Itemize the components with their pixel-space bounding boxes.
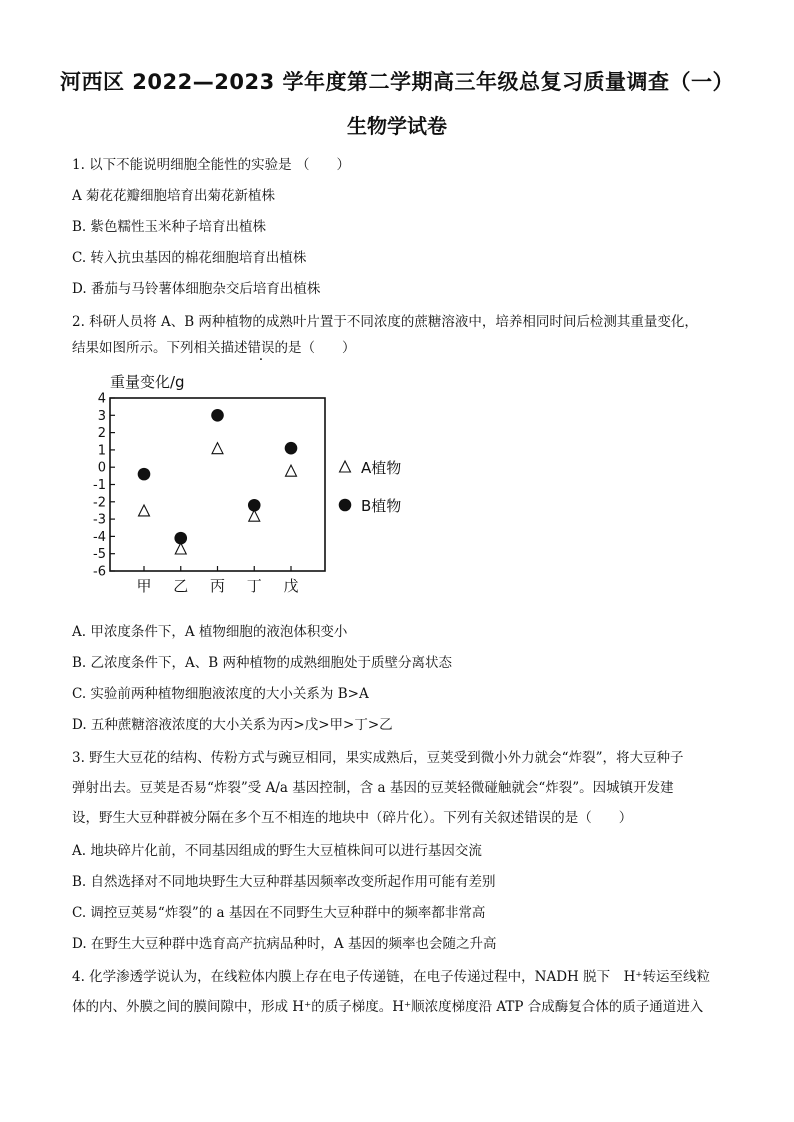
- x-tick-label: 乙: [173, 577, 189, 595]
- point-b-丁: [248, 499, 261, 512]
- q2-stem-line2: [72, 336, 356, 356]
- point-b-戊: [285, 442, 298, 455]
- q3-option-c: C. 调控豆荚易“炸裂”的 a 基因在不同野生大豆种群中的频率都非常高: [72, 905, 486, 921]
- legend-a-label: A植物: [361, 459, 402, 477]
- q1-option-c: C. 转入抗虫基因的棉花细胞培育出植株: [72, 250, 307, 266]
- y-tick-label: 4: [97, 391, 106, 407]
- q2-option-b: B. 乙浓度条件下，A、B 两种植物的成熟细胞处于质壁分离状态: [72, 655, 452, 671]
- point-a-戊: [286, 465, 297, 476]
- q3-stem-line3: 设，野生大豆种群被分隔在多个互不相连的地块中（碎片化）。下列有关叙述错误的是（ ）: [72, 810, 633, 826]
- point-b-丙: [211, 409, 224, 422]
- q2-option-a: A. 甲浓度条件下，A 植物细胞的液泡体积变小: [72, 624, 348, 640]
- y-tick-label: -2: [93, 495, 106, 511]
- point-a-甲: [139, 505, 150, 516]
- q2-stem-emphasis: 错误: [247, 340, 275, 356]
- point-a-丁: [249, 510, 260, 521]
- weight-change-chart: [80, 366, 440, 596]
- q4-stem-line2: 体的内、外膜之间的膜间隙中，形成 H⁺的质子梯度。H⁺顺浓度梯度沿 ATP 合成酶复合体的质子通道进入: [72, 999, 704, 1015]
- q3-option-b: B. 自然选择对不同地块野生大豆种群基因频率改变所起作用可能有差别: [72, 874, 496, 890]
- chart-ylabel: 重量变化/g: [110, 373, 185, 391]
- q2-stem-line1: 2. 科研人员将 A、B 两种植物的成熟叶片置于不同浓度的蔗糖溶液中，培养相同时间后检测其重量变化，: [72, 314, 698, 330]
- y-tick-label: -6: [93, 564, 106, 580]
- q3-stem-line2: 弹射出去。豆荚是否易“炸裂”受 A/a 基因控制，含 a 基因的豆荚轻微碰触就会“炸裂”。因城镇开发建: [72, 780, 674, 796]
- q1-option-a: A 菊花花瓣细胞培育出菊花新植株: [72, 188, 276, 204]
- q1-stem: 1. 以下不能说明细胞全能性的实验是 （ ）: [72, 157, 350, 173]
- y-tick-label: 3: [97, 408, 106, 424]
- q4-stem-line1: 4. 化学渗透学说认为，在线粒体内膜上存在电子传递链，在电子传递过程中，NADH 脱下 H⁺转运至线粒: [72, 969, 711, 985]
- point-a-乙: [175, 543, 186, 554]
- legend-a-triangle-marker: [340, 461, 351, 472]
- x-tick-label: 丁: [246, 577, 262, 595]
- point-b-乙: [174, 532, 187, 545]
- y-tick-label: -4: [93, 529, 106, 545]
- q2-option-c: C. 实验前两种植物细胞液浓度的大小关系为 B>A: [72, 686, 369, 702]
- y-tick-label: -3: [93, 512, 106, 528]
- x-tick-label: 甲: [136, 577, 152, 595]
- y-tick-label: 1: [97, 443, 106, 459]
- legend-b-circle-marker: [339, 499, 352, 512]
- q2-option-d: D. 五种蔗糖溶液浓度的大小关系为丙>戊>甲>丁>乙: [72, 717, 393, 733]
- chart-plot-frame: [110, 398, 325, 571]
- x-tick-label: 丙: [209, 577, 226, 595]
- legend-b-label: B植物: [361, 497, 402, 515]
- point-a-丙: [212, 443, 223, 454]
- y-tick-label: -1: [93, 478, 106, 493]
- point-b-甲: [138, 468, 151, 481]
- exam-subtitle: 生物学试卷: [347, 114, 447, 138]
- exam-title: 河西区 2022—2023 学年度第二学期高三年级总复习质量调查（一）: [59, 70, 734, 94]
- y-tick-label: -5: [93, 547, 106, 563]
- y-tick-label: 0: [97, 460, 106, 476]
- q2-stem-post: 的是（ ）: [274, 340, 356, 356]
- y-tick-label: 2: [97, 426, 106, 442]
- q1-option-d: D. 番茄与马铃薯体细胞杂交后培育出植株: [72, 281, 321, 297]
- q3-stem-line1: 3. 野生大豆花的结构、传粉方式与豌豆相同，果实成熟后，豆荚受到微小外力就会“炸裂”，将大豆种子: [72, 750, 684, 766]
- q1-option-b: B. 紫色糯性玉米种子培育出植株: [72, 219, 267, 235]
- q3-option-d: D. 在野生大豆种群中选育高产抗病品种时，A 基因的频率也会随之升高: [72, 936, 497, 952]
- chart-legend: [339, 459, 402, 515]
- q3-option-a: A. 地块碎片化前，不同基因组成的野生大豆植株间可以进行基因交流: [72, 843, 482, 859]
- chart-y-axis: [93, 392, 115, 580]
- chart-data-marks: [138, 409, 298, 554]
- q2-stem-pre: 结果如图所示。下列相关描述: [72, 340, 248, 356]
- x-tick-label: 戊: [283, 577, 299, 595]
